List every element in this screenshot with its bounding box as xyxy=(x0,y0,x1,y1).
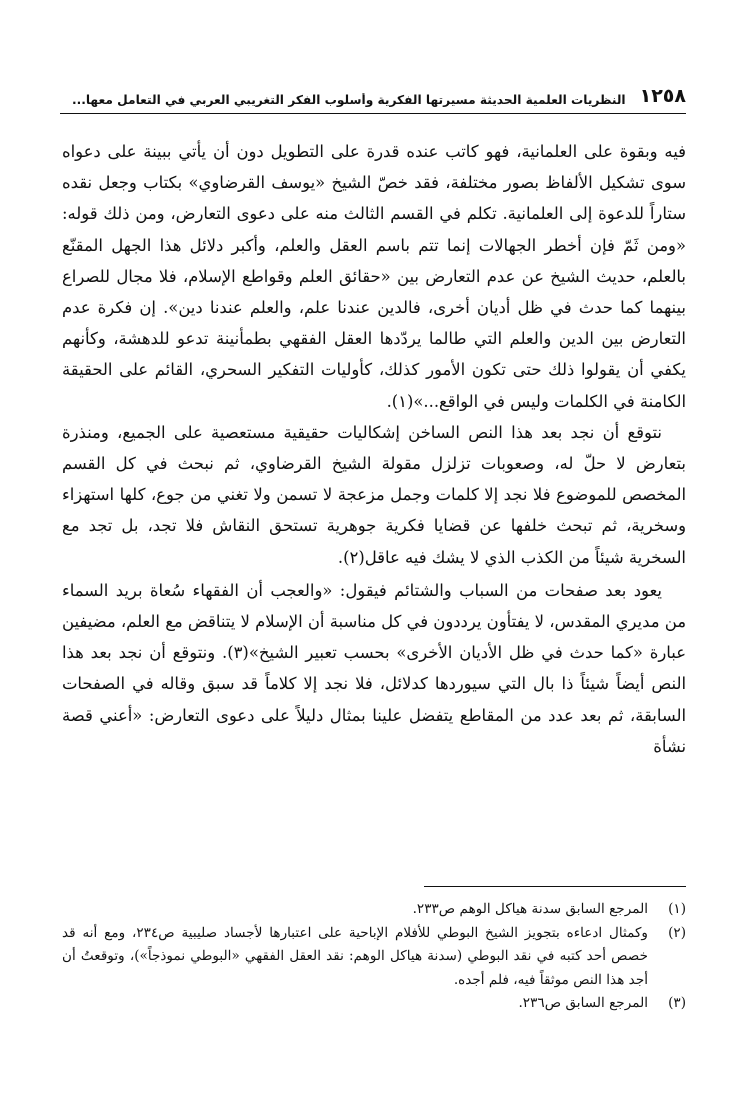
footnote xyxy=(62,898,686,922)
footnote-text: المرجع السابق ص٢٣٦. xyxy=(518,995,648,1011)
footnote-list xyxy=(62,898,686,1016)
footnote-text: وكمثال ادعاءه بتجويز الشيخ البوطي للأفلام الإباحية على اعتبارها لأجساد صليبية ص٢٣٤، ومع أنه قد خصص أحد كتبه في نقد البوطي (سدنة هياكل الوهم: نقد العقل الفقهي «البوطي نموذجاً»)، وتوقعتُ أن أجد هذا النص موثقاً فيه، فلم أجده. xyxy=(62,924,648,988)
paragraph: يعود بعد صفحات من السباب والشتائم فيقول: «والعجب أن الفقهاء سُعاة بريد السماء من مديري المقدس، لا يفتأون يرددون في كل مناسبة أن الإسلام لا يتناقض مع العلم، مضيفين عبارة «كما حدث في ظل الأديان الأخرى» بحسب تعبير الشيخ»(٣). ونتوقع أن نجد بعد هذا النص أيضاً شيئاً ذا بال التي سيوردها كدلائل، فلا نجد إلا كلاماً قد سبق وقاله في الصفحات السابقة، ثم بعد عدد من المقاطع يتفضل علينا بمثال دليلاً على دعوى التعارض: «أعني قصة نشأة xyxy=(62,580,686,756)
paragraph: فيه وبقوة على العلمانية، فهو كاتب عنده قدرة على التطويل دون أن يأتي ببينة على دعواه سوى تشكيل الألفاظ بصور مختلفة، فقد خصّ الشيخ «يوسف القرضاوي» بكتاب وجعل نقده ستاراً للدعوة إلى العلمانية. تكلم في القسم الثالث منه على دعوى التعارض، ومن ذلك قوله: «ومن ثَمّ فإن أخطر الجهالات إنما تتم باسم العقل والعلم، وأكبر دلائل هذا الجهل المقنّع بالعلم، حديث الشيخ عن عدم التعارض بين «حقائق العلم وقواطع الإسلام، فلا مجال للصراع بينهما كما حدث في ظل أديان أخرى، فالدين عندنا علم، والعلم عندنا دين». إن فكرة عدم التعارض بين الدين والعلم التي طالما يردّدها العقل الفقهي بطمأنينة تدعو للدهشة، وكأنهم يكفي أن يقولوا ذلك حتى تكون الأمور كذلك، كأوليات التفكير السحري، القائم على الحقيقة الكامنة في الكلمات وليس في الواقع...»(١). xyxy=(62,142,686,411)
footnote-number: (٢) xyxy=(668,924,686,941)
footnote-number: (٣) xyxy=(668,995,686,1011)
running-title: النظريات العلمية الحديثة مسيرتها الفكرية وأسلوب الفكر التغريبي العربي في التعامل معها... xyxy=(71,93,626,107)
page-number: ١٢٥٨ xyxy=(639,85,686,107)
footnote-separator xyxy=(424,886,686,887)
footnote xyxy=(62,992,686,1016)
paragraph: نتوقع أن نجد بعد هذا النص الساخن إشكاليات حقيقية مستعصية على الجميع، ومنذرة بتعارض لا حلّ له، وصعوبات تزلزل مقولة الشيخ القرضاوي، ثم نبحث في كل القسم المخصص للموضوع فلا نجد إلا كلمات وجمل مزعجة لا تسمن ولا تغني من جوع، كلها استهزاء وسخرية، ثم تبحث خلفها عن قضايا فكرية جوهرية تستحق النقاش فلا تجد، بل تجد مع السخرية شيئاً من الكذب الذي لا يشك فيه عاقل(٢). xyxy=(62,422,686,567)
footnote xyxy=(62,922,686,993)
page-header xyxy=(60,78,686,114)
footnote-text: المرجع السابق سدنة هياكل الوهم ص٢٣٣. xyxy=(412,901,648,917)
main-text xyxy=(62,136,686,762)
footnote-number: (١) xyxy=(668,901,686,917)
